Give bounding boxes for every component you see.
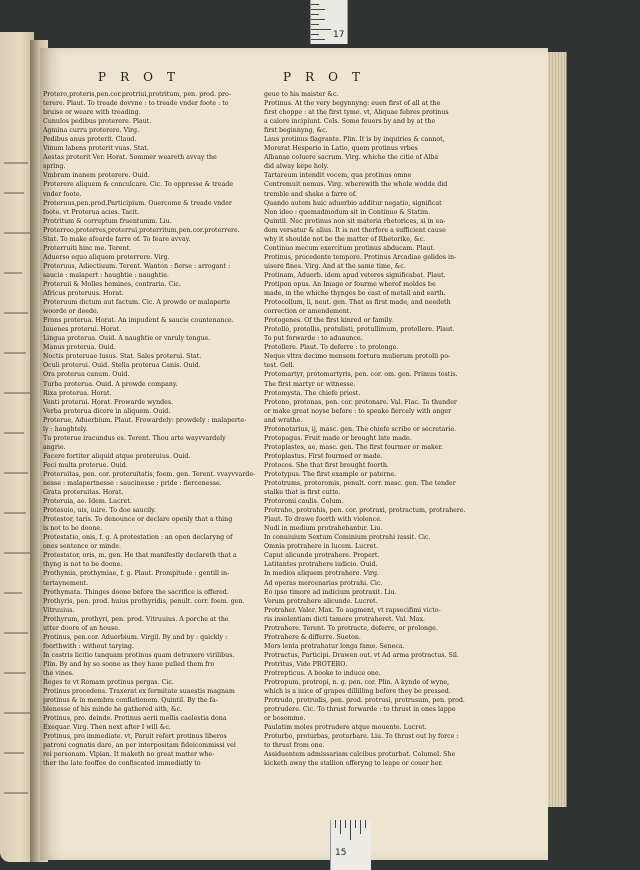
text-line: made, in the whiche thynges be cast of metall and earth. bbox=[264, 290, 446, 298]
text-line: Protrudo, protrudis, pen. prod. protrusi, protrusum, pen. prod. bbox=[264, 697, 465, 705]
text-line: Proteruia, ae. Idem. Lucret. bbox=[43, 498, 132, 506]
text-line: Tu proterue iracundus es. Terent. Thou arte wayvvardely bbox=[43, 434, 226, 442]
text-line: Lingua proterua. Ouid. A naughtie or vnruly tongue. bbox=[43, 335, 211, 343]
text-line: tertaynement. bbox=[43, 579, 89, 587]
text-line: Protrepticus. A booke to induce one. bbox=[264, 670, 381, 677]
text-line: blenesse of his minde he gathered aith, &c. bbox=[43, 706, 183, 714]
text-line: Aduerso equo aliquem proterrere. Virg. bbox=[43, 253, 170, 261]
text-line: Nudi in medium protrahebantur. Liu. bbox=[264, 525, 383, 533]
text-line: Protocos. She that first brought foorth. bbox=[264, 461, 389, 469]
text-line: Prototrums, protoromis, penult. corr. masc. gen. The tender bbox=[264, 480, 456, 488]
text-line: thyng is not to be doone. bbox=[43, 561, 123, 569]
text-line: Proteruitas, pen. cor. proteruitatis, foem. gen. Terent. vvayvvarde- bbox=[43, 470, 256, 478]
text-line: Protestator, oris, m. gen. He that manifestly declareth that a bbox=[43, 552, 237, 560]
text-line: Grata proteruitas. Horat. bbox=[43, 489, 124, 497]
right-column bbox=[264, 90, 496, 769]
bottom-scale-ruler bbox=[330, 820, 371, 870]
text-line: and wrathe. bbox=[264, 416, 303, 424]
text-line: patroni cognatis dare, an per interpositam fideicommissi vel bbox=[43, 742, 236, 750]
text-line: Verum protrahere alicunde. Lucret. bbox=[264, 597, 378, 605]
text-line: Proterreo,proterres,proterrui,proterritum,pen.cor.proterrere. bbox=[43, 226, 240, 234]
text-line: Assiduentem admissariam calcibus proturbat. Columel. She bbox=[264, 751, 456, 759]
left-column bbox=[43, 90, 275, 769]
text-line: or bosomme. bbox=[264, 715, 306, 723]
text-line: Prototypus. The first example or paterne. bbox=[264, 470, 397, 478]
text-line: test. Gell. bbox=[264, 362, 295, 370]
text-line: why it shoulde not be the matter of Rhetorike, &c. bbox=[264, 235, 426, 243]
text-line: Protesuio, uis, iuire. To doe saucily. bbox=[43, 507, 156, 515]
text-line: Protono, protonas, pen. cor. protonare. Val. Flac. To thunder bbox=[264, 398, 457, 406]
text-line: In castris licitio tanquam protinus quam detraxere virilibus. bbox=[43, 651, 235, 659]
text-line: Oculi proterui. Ouid. Stella proterua Canis. Ouid. bbox=[43, 362, 201, 370]
text-line: Protomysta. The chiefe priest. bbox=[264, 389, 361, 397]
text-line: Plaut. To drawe foorth with violence. bbox=[264, 516, 382, 524]
text-line: Rixa proterua. Horat. bbox=[43, 389, 112, 397]
text-line: is not to be doone. bbox=[43, 525, 103, 533]
text-line: Proteruum dictum aut factum. Cic. A prowde or malaperte bbox=[43, 299, 231, 307]
text-line: Proterue, Aduerbium. Plaut. Frowardely: prowdely : malaperte- bbox=[43, 416, 247, 424]
text-line: to thrust from one. bbox=[264, 742, 325, 750]
text-line: vnder foote. bbox=[43, 190, 82, 198]
text-line: Protestatio, onis, f. g. A protestation : an open declaryng of bbox=[43, 534, 233, 542]
text-line: Mors lenta protrahatur longa fame. Seneca. bbox=[264, 642, 405, 650]
text-line: In medios aliquem protrahere. Virg. bbox=[264, 570, 380, 578]
text-line: Prothyris, pen. prod. huius prothyridis, penult. corr. foem. gen. bbox=[43, 597, 245, 605]
text-line: Vitruuius. bbox=[43, 606, 75, 614]
text-line: angrie. bbox=[43, 443, 66, 451]
text-line: Paulatim moles protrudere atque mouente. Lucret. bbox=[264, 724, 427, 732]
text-line: Protritus, Vide PROTERO. bbox=[264, 660, 348, 668]
text-line: uisere fines. Virg. And at the same time, &c. bbox=[264, 262, 406, 270]
text-line: tremble and shake a farre of. bbox=[264, 190, 357, 198]
text-line: Ad operas mercenarias protrahi. Cic. bbox=[264, 579, 383, 587]
text-line: Manus proterua. Ouid. bbox=[43, 344, 116, 352]
text-line: dem versatur & alius. It is not therfore a sufficient cause bbox=[264, 226, 446, 234]
text-line: Proturbo, proturbas, proturbare. Liu. To thrust out by force : bbox=[264, 733, 459, 741]
text-line: In conuiuium Sextum Cominium protrahi iussit. Cic. bbox=[264, 534, 431, 542]
text-line: Morerat Hesperio in Latio, quem protinus vrbes bbox=[264, 145, 418, 153]
text-line: Protritum & corruptum fruentumm. Liu. bbox=[43, 217, 172, 225]
text-line: Verba proterua dicere in aliquem. Ouid. bbox=[43, 407, 171, 415]
text-line: Protropum, protropi, n. g. pen. cor. Plin. A kynde of wyne, bbox=[264, 679, 450, 687]
text-line: Protinus, pro immediate. vt, Paruit refert protinus liberos bbox=[43, 733, 227, 741]
text-line: Tartareum intendit vocem, qua protinus omne bbox=[264, 172, 412, 180]
text-line: Quintil. Nec protinus non sit materia rhetorices, si in ea- bbox=[264, 217, 446, 225]
text-line: which is a iuice of grapes dillilling before they be pressed. bbox=[264, 688, 451, 696]
text-line: Protollo, protollis, protulisti, protullimum, protollere. Plaut. bbox=[264, 326, 455, 334]
text-line: first beginnyng, &c. bbox=[264, 127, 328, 135]
text-line: Protraher. Valer. Max. To augment, vt rapsecifimi victo- bbox=[264, 606, 441, 614]
text-line: Facere fortiter aliquid atque proteruius. Ouid. bbox=[43, 452, 191, 460]
text-line: Protinus, pro. deinde. Protinus aerii mellis caelestia dona bbox=[43, 715, 227, 723]
text-line: Protinam, Aduerb. idem apud veteres significabat. Plaut. bbox=[264, 271, 446, 279]
text-line: Protollere. Plaut. To deferre : to prolonge. bbox=[264, 344, 399, 352]
header-right: PROT bbox=[283, 70, 374, 84]
text-line: Proterruiti hinc me. Terent. bbox=[43, 244, 132, 252]
text-line: foote. vt Proterua acies. Tacit. bbox=[43, 208, 140, 216]
text-line: Pedibus anus proterit. Claud. bbox=[43, 136, 137, 144]
text-line: Non ideo : quemadmodum sit in Continuo & Statim. bbox=[264, 208, 431, 216]
text-line: nesse : malapertnesse : saucinesse : pride : fiercenesse. bbox=[43, 480, 222, 488]
text-line: Stat. To make afearde farre of. To feare avvay. bbox=[43, 235, 191, 243]
text-line: a calore incipiunt. Cels. Some feuers by and by at the bbox=[264, 118, 436, 126]
text-line: or make great noyse before : to speake fiercely with anger bbox=[264, 407, 452, 415]
text-line: Caput alicunde protrahere. Propert. bbox=[264, 552, 380, 560]
text-line: Ora proterua canum. Ouid. bbox=[43, 371, 130, 379]
text-line: saucie : malapert : haughtie : naughtie. bbox=[43, 271, 169, 279]
text-line: Aestas proterit Ver. Horat. Sommer weareth avvay the bbox=[43, 154, 217, 162]
text-line: Protraho, protrahis, pen. cor. protraxi, protractum, protrahere. bbox=[264, 507, 466, 515]
text-line: Protestor, taris. To denounce or declare openly that a thing bbox=[43, 516, 233, 524]
text-line: Laus protinus flagrante. Plin. It is by inquiries & cannot, bbox=[264, 136, 445, 144]
text-line: utter doore of an house. bbox=[43, 624, 121, 632]
text-line: bruise or weare with treading. bbox=[43, 109, 141, 117]
text-line: Noctis proteruae lusus. Stat. Sales proterui. Stat. bbox=[43, 353, 202, 361]
text-line: correction or amendement. bbox=[264, 308, 352, 316]
text-line: Omnia protrahere in lucem. Lucret. bbox=[264, 543, 379, 551]
text-line: Protoplastes, ae, masc. gen. The first fourmer or maker. bbox=[264, 443, 443, 451]
text-line: Protipon opus. An Image or fourme wherof moldes be bbox=[264, 280, 436, 288]
text-line: Protinus procedens. Traxerat ex fermitate suaestis magnam bbox=[43, 688, 235, 696]
text-line: stalke that is first cutte. bbox=[264, 489, 341, 497]
text-line: ther the late feoffee do confiscated immediatly to bbox=[43, 760, 201, 768]
text-line: Proterere aliquem & conculcare. Cic. To oppresse & treade bbox=[43, 181, 233, 189]
top-ruler-number: 17 bbox=[333, 30, 345, 40]
text-line: Frons proterua. Horat. An impudent & saucie countenance. bbox=[43, 317, 234, 325]
text-line: Protractus, Participi. Drawen out. vt Ad arma protractus. Sil. bbox=[264, 651, 459, 659]
text-line: Africus proteruus. Horat. bbox=[43, 290, 124, 298]
text-line: To put forwarde : to aduaunce. bbox=[264, 335, 363, 343]
text-line: spring. bbox=[43, 163, 66, 171]
text-line: Protrahere & differre. Sueton. bbox=[264, 633, 361, 641]
text-line: Plin. By and by so soone as they haue pulled them fro bbox=[43, 660, 215, 668]
text-line: Eo ipso timore ad indicium protraxit. Liu. bbox=[264, 588, 397, 596]
text-line: The first martyr or witnesse. bbox=[264, 380, 356, 388]
bottom-ruler-number: 15 bbox=[335, 848, 347, 858]
text-line: Proteruus, Adiectiuum. Terent. Wanton : fierse : arrogant : bbox=[43, 262, 231, 270]
text-line: ones sentence or minde. bbox=[43, 543, 121, 551]
text-line: Vmbram inanem proterere. Ouid. bbox=[43, 172, 150, 180]
header-left: PROT bbox=[98, 70, 189, 84]
text-line: Contremuit nemus. Virg. wherewith the whole wodde did bbox=[264, 181, 448, 189]
text-line: Continuo mecum exercitum protinus abducam. Plaut. bbox=[264, 244, 435, 252]
text-line: Protero,proteris,pen.cor.protriui,protritum, pen. prod. pro- bbox=[43, 91, 231, 98]
text-line: kicketh away the stallion offeryng to leape or couer her. bbox=[264, 760, 443, 768]
text-line: Prothymia, prothymiae, f. g. Plaut. Prompitude : gentill in- bbox=[43, 570, 230, 578]
text-line: Exequar. Virg. Then next after I will &c. bbox=[43, 724, 171, 732]
text-line: woorde or deede. bbox=[43, 308, 99, 316]
text-line: did alway kepe holy. bbox=[264, 163, 329, 171]
text-line: Protogenes. Of the first kinred or family. bbox=[264, 317, 394, 325]
text-line: Quando autem huic aduerbio additur negatio, significat bbox=[264, 199, 442, 207]
left-page-edge bbox=[0, 32, 34, 862]
text-line: Agmina curru proterere. Virg. bbox=[43, 127, 140, 135]
text-line: Protinus, procedente tempore. Protinus Arcadiae gelidos in- bbox=[264, 253, 457, 261]
text-line: Iuuenes proterui. Horat. bbox=[43, 326, 122, 334]
text-line: first choppe : at the first tyme. vt, Aliquae febres protinus bbox=[264, 109, 449, 117]
text-line: protinus & in membra conflationem. Quintil. By the fa- bbox=[43, 697, 218, 705]
text-line: Proteruus,pen.prod.Participium. Ouercome & treade vnder bbox=[43, 199, 232, 207]
text-line: geue to his maister &c. bbox=[264, 91, 339, 98]
text-line: Protinus, pen.cor. Aduerbium. Virgil. By and by : quickly : bbox=[43, 633, 228, 641]
text-line: Protonotarius, ij, masc. gen. The chiefe scribe or secretarie. bbox=[264, 425, 457, 433]
text-line: Vinum labens proterit vuas. Stat. bbox=[43, 145, 149, 153]
text-line: Protocollum, li, neut. gen. That as first made, and needeth bbox=[264, 299, 451, 307]
text-line: Protoplastus. First fourmed or made. bbox=[264, 452, 383, 460]
text-line: Protomartyr, protomartyris, pen. cor. om. gen. Primus testis. bbox=[264, 371, 458, 379]
text-line: Protinus. At the very begynnyng: euen first of all at the bbox=[264, 100, 441, 108]
text-line: Venti proterui. Horat. Frowarde wyndes. bbox=[43, 398, 174, 406]
text-line: foorthwith : without tarying. bbox=[43, 642, 134, 650]
text-line: Prothyrum, prothyri, pen. prod. Vitruuius. A porche at the bbox=[43, 615, 229, 623]
text-line: ly : haughtely. bbox=[43, 425, 88, 433]
text-line: Reges te vt Romam protinus pergas. Cic. bbox=[43, 679, 174, 687]
text-line: the vines. bbox=[43, 670, 74, 677]
text-line: Latitantes protrahere iudicio. Ouid. bbox=[264, 561, 378, 569]
text-line: Protoromi caulis. Colum. bbox=[264, 498, 344, 506]
text-line: Proteruii & Molles homines, contraria. Cic. bbox=[43, 280, 181, 288]
top-scale-ruler bbox=[310, 0, 348, 44]
text-line: rei personam. Vlpian. It maketh no great matter whe- bbox=[43, 751, 215, 759]
text-line: Cunulos pedibus proterere. Plaut. bbox=[43, 118, 152, 126]
text-line: Albanae coluere sacrum. Virg. whiche the citie of Alba bbox=[264, 154, 439, 162]
text-line: Protrahere. Terent. To protracte, deferre, or prolonge. bbox=[264, 624, 438, 632]
text-line: Prothymata. Thinges doone before the sacrifice is offered. bbox=[43, 588, 229, 596]
text-line: Protopagus. Fruit made or brought late made. bbox=[264, 434, 412, 442]
text-line: ris insolentiam dicti tamore protraheret. Val. Max. bbox=[264, 615, 425, 623]
text-line: protrudere. Cic. To thrust forwarde : to thrust in ones lappe bbox=[264, 706, 456, 714]
text-line: Feci multa proterue. Ouid. bbox=[43, 461, 128, 469]
text-line: Turba proterua. Ouid. A prowde company. bbox=[43, 380, 178, 388]
running-header bbox=[0, 70, 640, 90]
text-line: Neque vltra decimo mensem fortura mulierum protolli po- bbox=[264, 353, 451, 361]
text-line: terere. Plaut. To treade dovvne : to treade vnder foote : to bbox=[43, 100, 229, 108]
